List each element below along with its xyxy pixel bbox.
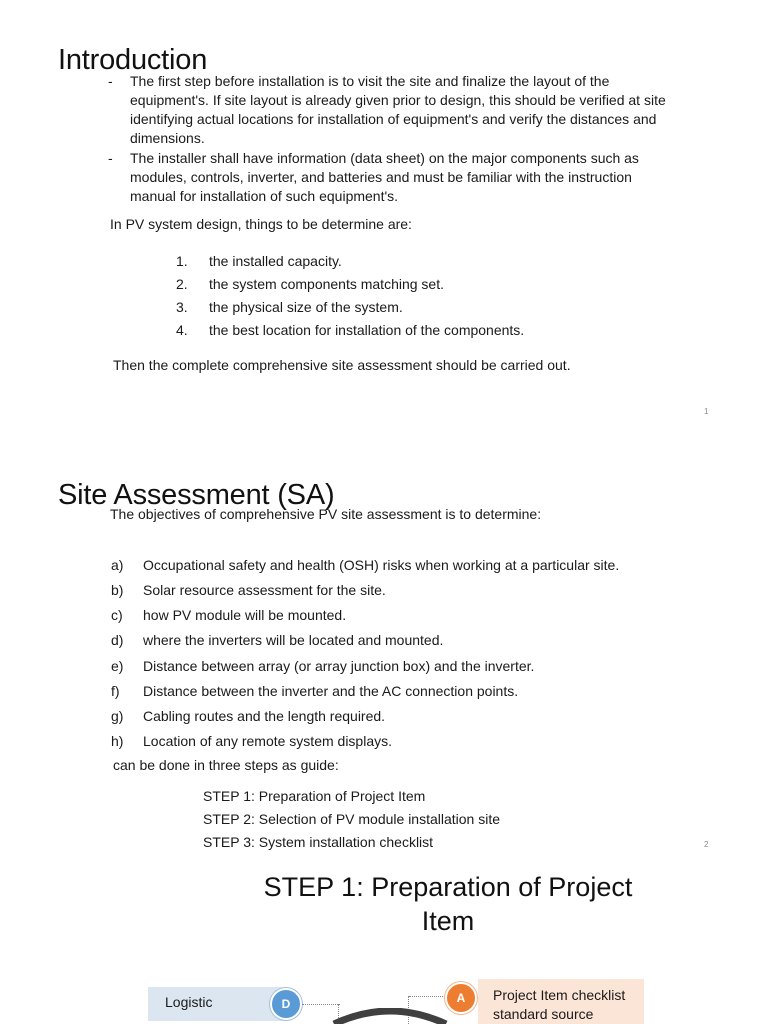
checklist-box — [478, 979, 644, 1024]
list-text: Solar resource assessment for the site. — [143, 582, 386, 598]
list-number: 3. — [176, 299, 188, 315]
list-text: how PV module will be mounted. — [143, 607, 347, 623]
step1-title-line2: Item — [421, 906, 475, 936]
objective-line: The objectives of comprehensive PV site assessment is to determine: — [110, 506, 542, 522]
cycle-ring-arc — [330, 1008, 450, 1024]
badge-a: A — [445, 982, 477, 1014]
list-text: the system components matching set. — [209, 276, 444, 292]
section-title-site-assessment: Site Assessment (SA) — [58, 479, 335, 511]
list-letter: g) — [111, 708, 124, 724]
list-letter: a) — [111, 557, 124, 573]
guide-line: can be done in three steps as guide: — [113, 757, 339, 773]
list-text: the physical size of the system. — [209, 299, 403, 315]
list-letter: e) — [111, 658, 124, 674]
page-number: 2 — [704, 840, 709, 849]
list-text: Distance between array (or array junction box) and the inverter. — [143, 658, 535, 674]
list-letter: b) — [111, 582, 124, 598]
list-text: Occupational safety and health (OSH) risks when working at a particular site. — [143, 557, 620, 573]
list-number: 4. — [176, 322, 188, 338]
list-letter: f) — [111, 683, 120, 699]
step-item: STEP 1: Preparation of Project Item — [203, 788, 426, 804]
bullet-marker: - — [108, 73, 113, 89]
connector-line — [409, 996, 445, 997]
checklist-label-line1: Project Item checklist — [493, 987, 626, 1003]
bullet-text: The installer shall have information (data sheet) on the major components such as modules, controls, inverter, and batteries and must be familiar with the instruction manual for installation of such equipment's. — [130, 150, 639, 204]
list-letter: h) — [111, 733, 124, 749]
intro-line: In PV system design, things to be determine are: — [110, 216, 412, 232]
list-text: Cabling routes and the length required. — [143, 708, 386, 724]
badge-d: D — [270, 988, 302, 1020]
connector-line — [302, 1004, 340, 1005]
bullet-marker: - — [108, 150, 113, 166]
list-number: 2. — [176, 276, 188, 292]
page-number: 1 — [704, 407, 709, 416]
list-number: 1. — [176, 253, 188, 269]
checklist-label-line2: standard source — [493, 1006, 594, 1022]
list-letter: d) — [111, 632, 124, 648]
closing-line: Then the complete comprehensive site assessment should be carried out. — [113, 357, 571, 373]
logistic-box — [148, 987, 286, 1021]
list-text: the installed capacity. — [209, 253, 342, 269]
list-text: where the inverters will be located and mounted. — [143, 632, 444, 648]
section-title-introduction: Introduction — [58, 44, 208, 76]
step-item: STEP 2: Selection of PV module installation site — [203, 811, 501, 827]
logistic-label: Logistic — [165, 994, 213, 1010]
step-item: STEP 3: System installation checklist — [203, 834, 434, 850]
list-text: Location of any remote system displays. — [143, 733, 393, 749]
list-text: Distance between the inverter and the AC connection points. — [143, 683, 519, 699]
bullet-text: The first step before installation is to visit the site and finalize the layout of the equipment's. If site layout is already given prior to design, this should be verified at site identifying actual locations for installation of equipment's and verify the distances and dimensions. — [130, 73, 666, 146]
list-letter: c) — [111, 607, 123, 623]
list-text: the best location for installation of the components. — [209, 322, 525, 338]
step1-title-line1: STEP 1: Preparation of Project — [263, 872, 633, 902]
